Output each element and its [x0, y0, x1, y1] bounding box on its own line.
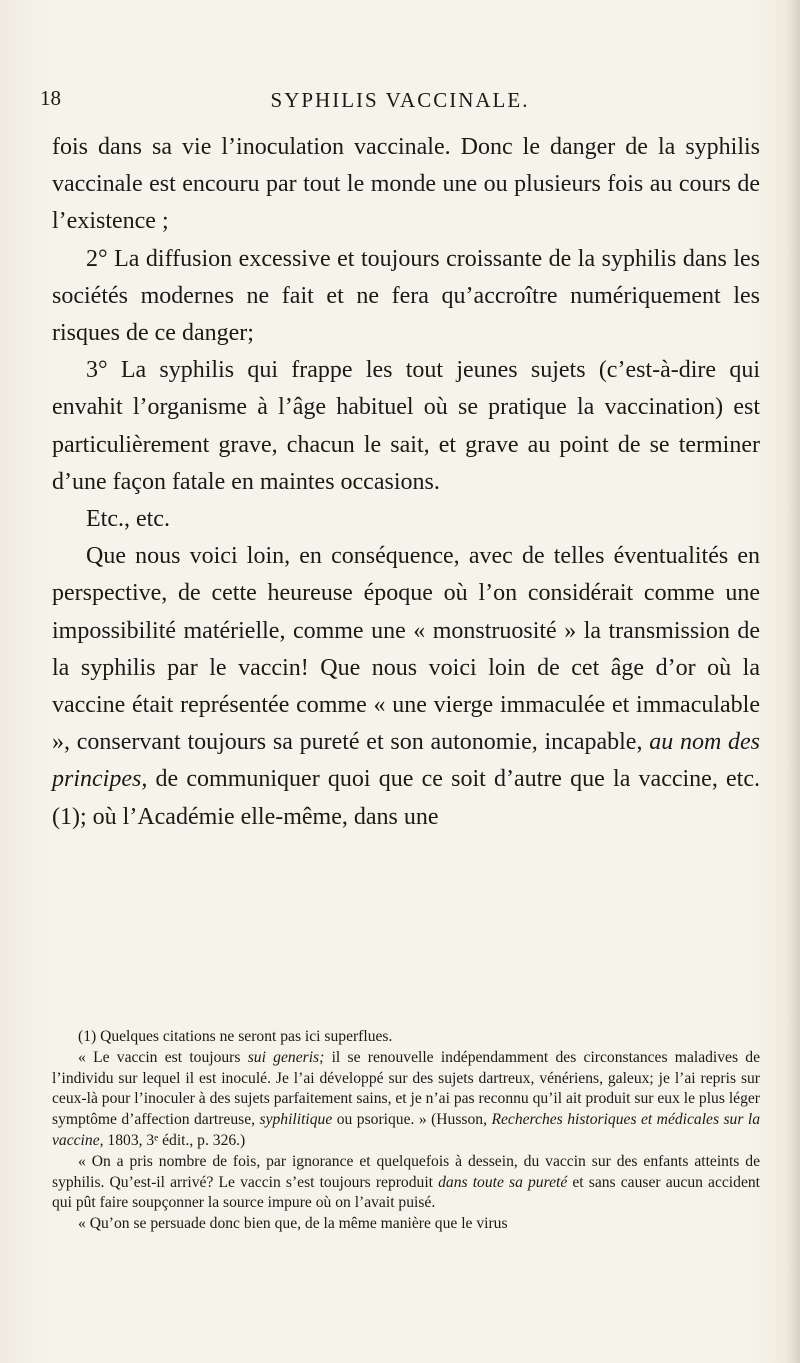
main-text [52, 129, 760, 836]
paragraph-2: 2° La diffusion excessive et toujours croissante de la syphilis dans les sociétés modernes ne fait et ne fera qu’accroître numériquement les risques de ce danger; [52, 245, 760, 347]
paragraph-3: 3° La syphilis qui frappe les tout jeunes sujets (c’est-à-dire qui envahit l’organisme à l’âge habituel où se pratique la vaccination) est particulièrement grave, chacun le sait, et grave au point de se terminer d’une façon fatale en maintes occasions. [52, 357, 760, 495]
footnote-quote-3: « Qu’on se persuade donc bien que, de la même manière que le virus [78, 1215, 508, 1233]
running-title: SYPHILIS VACCINALE. [270, 88, 530, 112]
footnote-quote-husson [52, 1048, 760, 1152]
paragraph-5-text-b: de communiquer quoi que ce soit d’autre que la vaccine, etc. (1); où l’Académie elle-même, dans une [52, 766, 760, 830]
paragraph-5-italic: au nom des principes, [52, 729, 761, 793]
footnote-text: « On a pris nombre de fois, par ignorance et quelquefois à dessein, du vaccin sur des enfants atteints de syphilis. Qu’est-il arrivé? Le vaccin s’est toujours reproduit [52, 1152, 760, 1191]
footnote-quote-2 [52, 1152, 760, 1214]
footnote-text: ou psorique. » (Husson, [336, 1111, 487, 1129]
footnote-text: « Le vaccin est toujours [78, 1048, 241, 1066]
footnote-italic: Recherches historiques et médicales sur la vaccine, [52, 1111, 761, 1149]
footnote-1: (1) Quelques citations ne seront pas ici superflues. [78, 1028, 393, 1045]
footnotes [52, 1027, 760, 1235]
footnote-italic: syphilitique [259, 1111, 333, 1129]
footnote-text: et sans causer aucun accident qui pût faire soupçonner la source impure où on l’avait puisé. [52, 1173, 760, 1212]
paragraph-5-text-a: Que nous voici loin, en conséquence, avec de telles éventualités en perspective, de cette heureuse époque où l’on considérait comme une impossibilité matérielle, comme une « monstruosité » la transmission de la syphilis par le vaccin! Que nous voici loin de cet âge d’or où la vaccine était représentée comme « une vierge immaculée et immaculable », conservant toujours sa pureté et son autonomie, incapable, [52, 543, 760, 756]
page-header [40, 86, 760, 116]
page-edge-shadow [786, 0, 800, 1363]
footnote-italic: dans toute sa pureté [438, 1173, 568, 1191]
page-number: 18 [40, 86, 61, 110]
footnote-italic: sui generis; [247, 1048, 325, 1066]
paragraph-1: fois dans sa vie l’inoculation vaccinale. Donc le danger de la syphilis vaccinale est encouru par tout le monde une ou plusieurs fois au cours de l’existence ; [52, 134, 760, 235]
paragraph-5 [52, 538, 760, 836]
footnote-text: il se renouvelle indépendamment des circonstances maladives de l’individu sur lequel il est inoculé. Je l’ai développé sur des sujets dartreux, vénériens, galeux; je l’ai repris sur ceux-là pour l’inoculer à des sujets parfaitement sains, et je n’ai pas reconnu qu’il ait produit sur eux le plus léger symptôme d’affection dartreuse, [52, 1048, 761, 1129]
paragraph-4: Etc., etc. [86, 506, 170, 533]
footnote-text: 1803, 3ᵉ édit., p. 326.) [107, 1131, 246, 1149]
